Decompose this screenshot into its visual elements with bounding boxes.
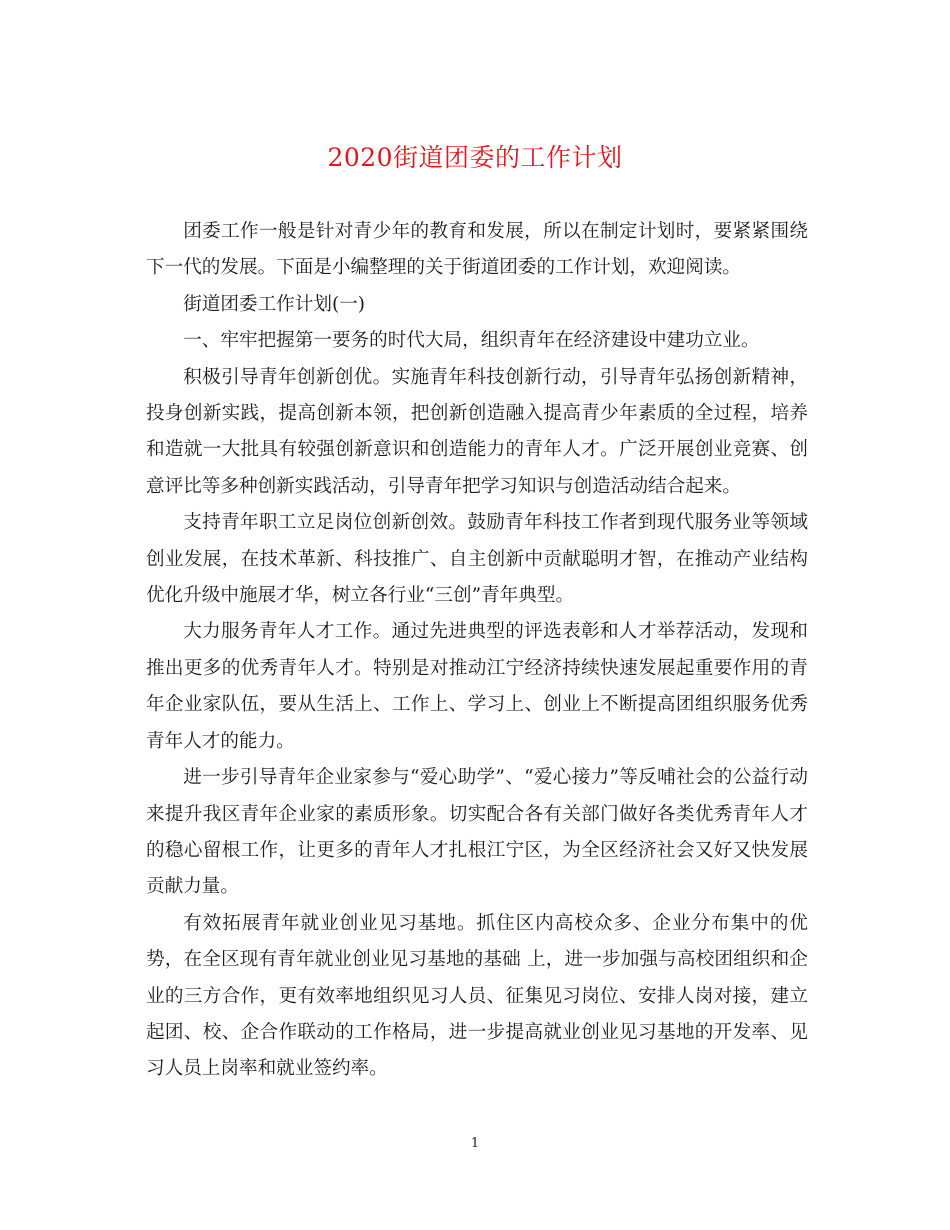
- paragraph-support-workers: 支持青年职工立足岗位创新创效。鼓励青年科技工作者到现代服务业等领域创业发展，在技术革新、科技推广、自主创新中贡献聪明才智，在推动产业结构优化升级中施展才华，树立各行业“三创”青年典型。: [146, 512, 808, 607]
- paragraph-entrepreneurs: 进一步引导青年企业家参与“爱心助学”、“爱心接力”等反哺社会的公益行动来提升我区青年企业家的素质形象。切实配合各有关部门做好各类优秀青年人才的稳心留根工作，让更多的青年人才扎根江宁区，为全区经济社会又好又快发展贡献力量。: [146, 767, 808, 898]
- paragraph-talent-service: 大力服务青年人才工作。通过先进典型的评选表彰和人才举荐活动，发现和推出更多的优秀青年人才。特别是对推动江宁经济持续快速发展起重要作用的青年企业家队伍，要从生活上、工作上、学习上、创业上不断提高团组织服务优秀青年人才的能力。: [146, 621, 808, 752]
- paragraph-innovation: 积极引导青年创新创优。实施青年科技创新行动，引导青年弘扬创新精神，投身创新实践，提高创新本领，把创新创造融入提高青少年素质的全过程，培养和造就一大批具有较强创新意识和创造能力的青年人才。广泛开展创业竞赛、创意评比等多种创新实践活动，引导青年把学习知识与创造活动结合起来。: [146, 366, 808, 497]
- paragraph-internship-bases: 有效拓展青年就业创业见习基地。抓住区内高校众多、企业分布集中的优势，在全区现有青年就业创业见习基地的基础 上，进一步加强与高校团组织和企业的三方合作，更有效率地组织见习人员、征集见习岗位、安排人岗对接，建立起团、校、企合作联动的工作格局，进一步提高就业创业见习基地的开发率、见习人员上岗率和就业签约率。: [146, 912, 808, 1080]
- page-number: 1: [470, 1136, 480, 1151]
- paragraph-intro: 团委工作一般是针对青少年的教育和发展，所以在制定计划时，要紧紧围绕下一代的发展。下面是小编整理的关于街道团委的工作计划，欢迎阅读。: [146, 221, 808, 279]
- paragraph-section-heading: 街道团委工作计划(一): [183, 293, 366, 315]
- paragraph-item-one: 一、牢牢把握第一要务的时代大局，组织青年在经济建设中建功立业。: [183, 330, 760, 352]
- document-body: [146, 214, 808, 1088]
- document-title: 2020街道团委的工作计划: [327, 143, 623, 172]
